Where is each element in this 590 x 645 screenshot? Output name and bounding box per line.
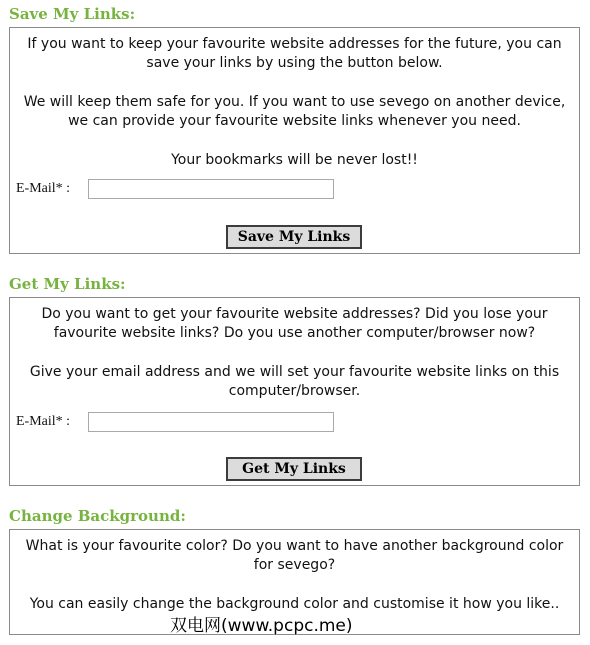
get-my-links-button[interactable]: Get My Links: [226, 457, 362, 481]
site-watermark: 双电网(www.pcpc.me): [170, 616, 353, 636]
save-links-panel: [9, 27, 580, 254]
get-links-panel: [9, 297, 580, 486]
save-email-row: [16, 179, 334, 199]
save-safety-text: We will keep them safe for you. If you want to use sevego on another device, we can provide your favourite website links whenever you need.: [23, 94, 566, 129]
background-intro-text: What is your favourite color? Do you want to have another background color for sevego?: [25, 538, 564, 573]
get-section-title: Get My Links:: [9, 275, 126, 293]
get-intro-text: Do you want to get your favourite website addresses? Did you lose your favourite website links? Do you use another computer/browser now?: [41, 306, 548, 341]
save-intro-text: If you want to keep your favourite website addresses for the future, you can save your links by using the button below.: [27, 36, 562, 71]
save-email-label: E-Mail* :: [16, 181, 71, 196]
background-instructions-text: You can easily change the background color and customise it how you like..: [29, 596, 560, 612]
get-instructions-text: Give your email address and we will set your favourite website links on this computer/browser.: [29, 364, 560, 399]
get-email-field[interactable]: [88, 412, 334, 432]
background-section-title: Change Background:: [9, 507, 186, 525]
get-email-row: [16, 412, 334, 432]
save-section-title: Save My Links:: [9, 5, 136, 23]
save-bookmarks-text: Your bookmarks will be never lost!!: [171, 152, 418, 168]
get-email-label: E-Mail* :: [16, 414, 71, 429]
save-my-links-button[interactable]: Save My Links: [226, 225, 362, 249]
save-email-field[interactable]: [88, 179, 334, 199]
